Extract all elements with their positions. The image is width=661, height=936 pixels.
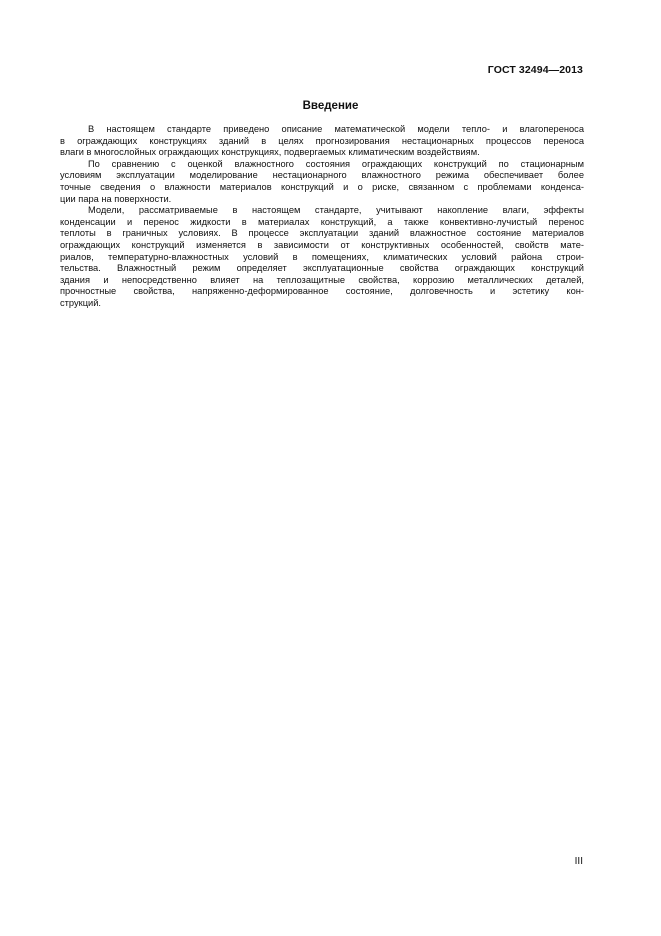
text-line: в ограждающих конструкциях зданий в целях прогнозирования нестационарных процессов переноса <box>60 135 584 146</box>
text-line: Модели, рассматриваемые в настоящем стандарте, учитывают накопление влаги, эффекты <box>88 205 584 216</box>
text-line: риалов, температурно-влажностных условий в помещениях, климатических условий района строи- <box>60 251 584 262</box>
text-line: тельства. Влажностный режим определяет эксплуатационные свойства ограждающих конструкций <box>60 263 584 274</box>
section-title: Введение <box>302 100 359 112</box>
text-line: прочностные свойства, напряженно-деформированное состояние, долговечность и эстетику кон- <box>60 286 584 297</box>
paragraph-2 <box>60 159 584 205</box>
text-line: влаги в многослойных ограждающих конструкциях, подвергаемых климатическим воздействиям. <box>60 147 480 158</box>
text-line: точные сведения о влажности материалов конструкций и о риске, связанном с проблемами конденса- <box>60 181 584 192</box>
document-code: ГОСТ 32494—2013 <box>487 64 583 76</box>
body-text <box>60 124 584 310</box>
paragraph-1 <box>60 124 584 159</box>
paragraph-3 <box>60 205 584 309</box>
text-line: По сравнению с оценкой влажностного состояния ограждающих конструкций по стационарным <box>88 158 584 169</box>
text-line: здания и непосредственно влияет на теплозащитные свойства, коррозию металлических деталей, <box>60 274 584 285</box>
text-line: конденсации и перенос жидкости в материалах конструкций, а также конвективно-лучистый перенос <box>60 216 584 227</box>
text-line: ограждающих конструкций изменяется в зависимости от конструктивных особенностей, свойств мате- <box>60 239 584 250</box>
text-line: струкций. <box>60 297 101 308</box>
text-line: В настоящем стандарте приведено описание математической модели тепло- и влагопереноса <box>88 124 584 134</box>
text-line: условиям эксплуатации моделирование нестационарного влажностного режима обеспечивает более <box>60 170 584 181</box>
text-line: теплоты в граничных условиях. В процессе эксплуатации зданий влажностное состояние материалов <box>60 228 584 239</box>
text-line: ции пара на поверхности. <box>60 193 172 204</box>
page-number: III <box>574 856 583 867</box>
